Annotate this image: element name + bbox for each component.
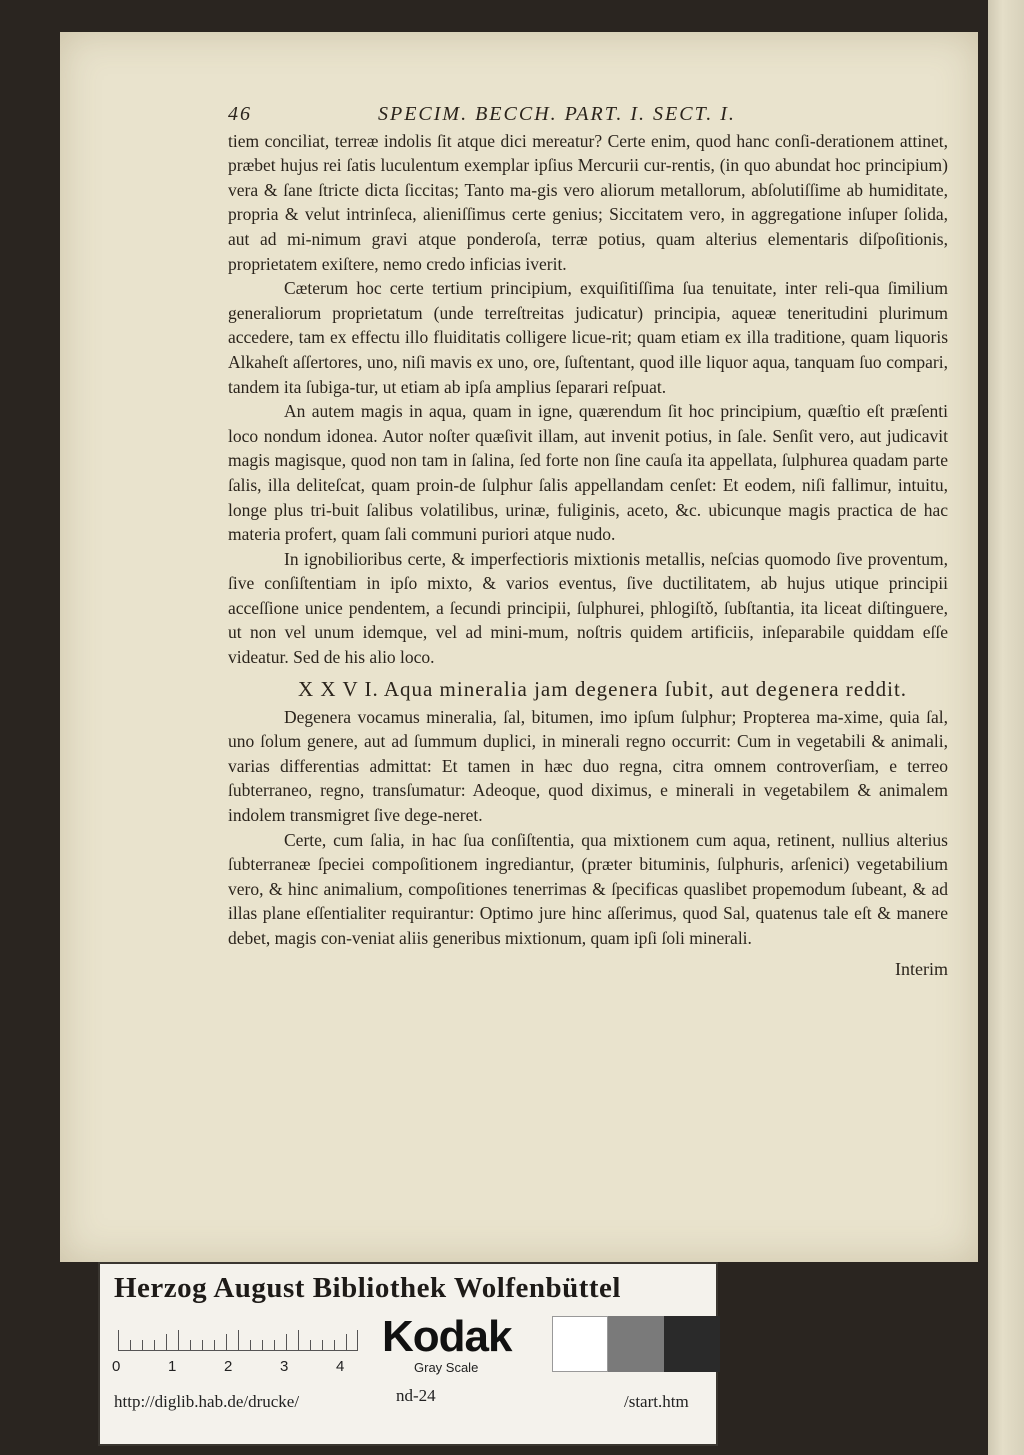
ruler-tick: [154, 1340, 155, 1350]
url-base: http://diglib.hab.de/drucke/: [114, 1392, 300, 1411]
paragraph-6: Certe, cum ſalia, in hac ſua conſiſtentia, qua mixtionem cum aqua, retinent, nullius alterius ſubterraneæ ſpeciei compoſitionem ingrediantur, (præter bituminis, ſulphuris, arſenici) vegetabilium vero, & hinc animalium, compoſitiones tenerrimas & ſpecificas quaslibet propemodum ſubeant, & ad illas plane eſſentialiter requirantur: Optimo jure hinc aſſerimus, quod Sal, quatenus tale eſt & manere debet, magis con-veniat aliis generibus mixtionum, quam ipſi ſoli minerali.: [228, 829, 948, 948]
book-page: [60, 32, 978, 1262]
url-suffix: /start.htm: [624, 1392, 689, 1411]
ruler-tick: [178, 1330, 179, 1350]
ruler-tick: [298, 1330, 299, 1350]
ruler-tick: [190, 1340, 191, 1350]
adjacent-page-edge: [988, 0, 1024, 1455]
page-text: [228, 102, 948, 981]
ruler-tick: [226, 1334, 227, 1350]
ruler-tick: [322, 1340, 323, 1350]
gray-swatches: [552, 1316, 720, 1372]
ruler-tick: [142, 1340, 143, 1350]
ruler-tick: [118, 1330, 119, 1350]
swatch-mid-gray: [608, 1316, 664, 1372]
ruler-tick: [250, 1340, 251, 1350]
gray-scale-label: Gray Scale: [414, 1360, 479, 1375]
scale-number: 1: [168, 1358, 177, 1375]
scale-number: 0: [112, 1358, 121, 1375]
paragraph-1: tiem conciliat, terreæ indolis ſit atque dici mereatur? Certe enim, quod hanc conſi-derationem attinet, præbet hujus rei ſatis luculentum exemplar ipſius Mercurii cur-rentis, (in quo abundat hoc principium) vera & ſane ſtricte dicta ſiccitas; Tanto ma-gis vero aliorum metallorum, abſolutiſſime ab humiditate, propria & velut intrinſeca, alieniſſimus certe genius; Siccitatem vero, in aggregatione inſuper ſolida, aut ad mi-nimum gravi atque ponderoſa, terræ potius, quam alterius elementaris diſpoſitionis, proprietatem exiſtere, nemo credo inficias iverit.: [228, 130, 948, 274]
ruler-tick: [214, 1340, 215, 1350]
paragraph-5: Degenera vocamus mineralia, ſal, bitumen, imo ipſum ſulphur; Propterea ma-xime, quia ſal, uno ſolum genere, aut ad ſummum duplici, in minerali regno occurrit: Cum in vegetabili & animali, varias differentias admittat: Et tamen in hæc duo regna, citra omnem controverſiam, e terreo ſubterraneo, regno, transſumatur: Adeoque, quod diximus, e minerali in vegetabilem & animalem indolem transmigret ſive dege-neret.: [228, 706, 948, 826]
ruler-tick: [202, 1340, 203, 1350]
ruler-tick: [262, 1340, 263, 1350]
catchword: Interim: [895, 958, 948, 979]
swatch-white: [552, 1316, 608, 1372]
paragraph-3: An autem magis in aqua, quam in igne, quærendum ſit hoc principium, quæſtio eſt præſenti loco nondum idonea. Autor noſter quæſivit illam, aut invenit potius, in ſale. Senſit vero, aut judicavit magis magisque, quod non tam in ſalina, ſed forte non ſine cauſa ita appellata, ſulphurea quadam parte ſalis, illa deliteſcat, quam proin-de ſulphur ſalis appellandam cenſet: Et eodem, niſi fallimur, intuitu, longe plus tri-buit ſalibus volatilibus, urinæ, fuliginis, aceto, &c. ubicunque magis practica de hac materia profert, quam ſali communi puriori atque nudo.: [228, 401, 948, 545]
swatch-dark: [664, 1316, 720, 1372]
page-number: 46: [228, 103, 252, 125]
library-color-card: [98, 1262, 718, 1446]
ruler-tick: [346, 1334, 347, 1350]
scale-ruler: [118, 1322, 358, 1351]
ruler-tick: [166, 1334, 167, 1350]
ruler-tick: [130, 1340, 131, 1350]
ruler-tick: [274, 1340, 275, 1350]
running-title: SPECIM. BECCH. PART. I. SECT. I.: [378, 103, 736, 125]
scale-number: 4: [336, 1358, 345, 1375]
shelfmark-code: nd-24: [396, 1386, 436, 1405]
ruler-tick: [357, 1330, 358, 1350]
ruler-tick: [238, 1330, 239, 1350]
paragraph-4: In ignobilioribus certe, & imperfectioris mixtionis metallis, neſcias quomodo ſive proventum, ſive conſiſtentiam in ipſo mixto, & varios eventus, ſive ductilitatem, ab hujus utique principii acceſſione unice pendentem, a ſecundi principii, ſulphurei, phlogiſtǒ, ſubſtantia, ita liceat diſtinguere, ut non vel unum idemque, vel ad mini-mum, noſtris quidem artificiis, inſeparabile quiddam eſſe videatur. Sed de his alio loco.: [228, 548, 948, 668]
ruler-tick: [310, 1340, 311, 1350]
library-name: Herzog August Bibliothek Wolfenbüttel: [114, 1272, 621, 1304]
section-heading: X X V I. Aqua mineralia jam degenera ſubit, aut degenera reddit.: [298, 676, 908, 701]
ruler-tick: [334, 1340, 335, 1350]
running-head: [228, 102, 948, 127]
kodak-logo: Kodak: [382, 1312, 512, 1361]
scale-number: 3: [280, 1358, 289, 1375]
paragraph-2: Cæterum hoc certe tertium principium, exquiſitiſſima ſua tenuitate, inter reli-qua ſimilium generaliorum proprietatum (unde terreſtreitas judicatur) principia, aqueæ teneritudini plurimum accedere, tam ex effectu illo fluiditatis colligere licue-rit; quam etiam ex illa traditione, quam liquoris Alkaheſt aſſertores, uno, niſi mavis ex uno, ore, ſuſtentant, quod ille liquor aqua, tanquam ſuo compari, tandem ita ſubiga-tur, ut etiam ab ipſa amplius ſeparari reſpuat.: [228, 278, 948, 397]
ruler-tick: [286, 1334, 287, 1350]
scale-number: 2: [224, 1358, 233, 1375]
scale-numbers: [112, 1358, 372, 1378]
